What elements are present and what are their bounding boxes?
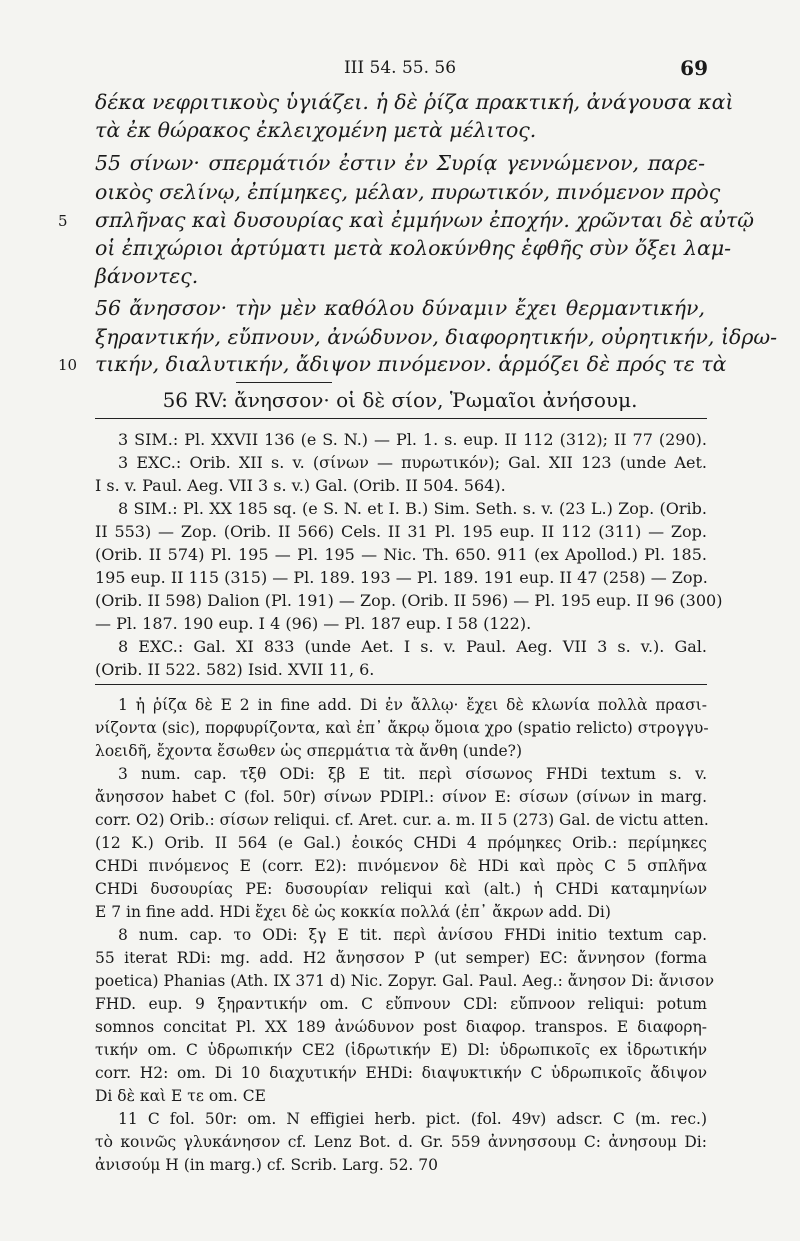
testimonia-line: 8 EXC.: Gal. XI 833 (unde Aet. I s. v. Paul. Aeg. VII 3 s. v.). Gal. — [118, 637, 707, 656]
apparatus-line: corr. O2) Orib.: σίσων reliqui. cf. Aret. cur. a. m. II 5 (273) Gal. de victu atten. — [95, 811, 709, 829]
testimonia-line: — Pl. 187. 190 eup. I 4 (96) — Pl. 187 eup. I 58 (122). — [95, 614, 532, 633]
apparatus-line: 1 ἡ ῥίζα δὲ E 2 in fine add. Di ἐν ἄλλῳ· ἔχει δὲ κλωνία πολλὰ πρασι- — [118, 696, 707, 714]
main-text-line: τὰ ἐκ θώρακος ἐκλειχομένη μετὰ μέλιτος. — [95, 118, 537, 142]
testimonia-line: 8 SIM.: Pl. XX 185 sq. (e S. N. et I. B.) Sim. Seth. s. v. (23 L.) Zop. (Orib. — [118, 499, 707, 518]
short-rule — [236, 382, 332, 383]
main-text-line: οικὸς σελίνῳ, ἐπίμηκες, μέλαν, πυρωτικόν, πινόμενον πρὸς — [95, 180, 721, 204]
rv-line: 56 RV: ἄνησσον· οἱ δὲ σίον, Ῥωμαῖοι ἀνήσουμ. — [162, 388, 638, 412]
apparatus-line: 8 num. cap. το ODi: ξγ E tit. περὶ ἀνίσου FHDi initio textum cap. — [118, 926, 707, 944]
apparatus-line: 55 iterat RDi: mg. add. H2 ἄνησσον P (ut semper) EC: ἄννησον (forma — [95, 949, 707, 967]
testimonia-line: 3 SIM.: Pl. XXVII 136 (e S. N.) — Pl. 1. s. eup. II 112 (312); II 77 (290). — [118, 430, 707, 449]
line-number: 10 — [58, 356, 78, 374]
separator-rule — [95, 418, 707, 419]
apparatus-line: ἀνισούμ H (in marg.) cf. Scrib. Larg. 52. 70 — [95, 1156, 439, 1174]
testimonia-line: I s. v. Paul. Aeg. VII 3 s. v.) Gal. (Orib. II 504. 564). — [95, 476, 506, 495]
apparatus-line: Di δὲ καὶ E τε om. CE — [95, 1087, 266, 1105]
main-text-line: τικήν, διαλυτικήν, ἄδιψον πινόμενον. ἁρμόζει δὲ πρός τε τὰ — [95, 352, 727, 376]
apparatus-line: FHD. eup. 9 ξηραντικήν om. C εὔπνουν CDl: εὔπνοον reliqui: potum — [95, 995, 707, 1013]
apparatus-line: ἄνησσον habet C (fol. 50r) σίνων PDIPl.: σίνον E: σίσων (σίνων in marg. — [95, 788, 707, 806]
separator-rule — [95, 684, 707, 685]
line-number: 5 — [58, 212, 68, 230]
main-text-line: ξηραντικήν, εὔπνουν, ἀνώδυνον, διαφορητικήν, οὐρητικήν, ἱδρω- — [95, 325, 778, 349]
testimonia-line: (Orib. II 574) Pl. 195 — Pl. 195 — Nic. Th. 650. 911 (ex Apollod.) Pl. 185. — [95, 545, 707, 564]
testimonia-line: II 553) — Zop. (Orib. II 566) Cels. II 31 Pl. 195 eup. II 112 (311) — Zop. — [95, 522, 707, 541]
apparatus-line: τικήν om. C ὑδρωπικήν CE2 (ἱδρωτικήν E) Dl: ὑδρωπικοῖς ex ἱδρωτικήν — [95, 1041, 707, 1059]
apparatus-line: poetica) Phanias (Ath. IX 371 d) Nic. Zopyr. Gal. Paul. Aeg.: ἄνησον Di: ἄνισον — [95, 972, 714, 990]
apparatus-line: λοειδῆ, ἔχοντα ἔσωθεν ὡς σπερμάτια τὰ ἄνθη (unde?) — [95, 742, 523, 760]
main-text-line: 56 ἄνησσον· τὴν μὲν καθόλου δύναμιν ἔχει θερμαντικήν, — [95, 296, 705, 320]
testimonia-line: (Orib. II 522. 582) Isid. XVII 11, 6. — [95, 660, 375, 679]
apparatus-line: (12 K.) Orib. II 564 (e Gal.) ἐοικός CHDi 4 πρόμηκες Orib.: περίμηκες — [95, 834, 707, 852]
apparatus-line: 3 num. cap. τξθ ODi: ξβ E tit. περὶ σίσωνος FHDi textum s. v. — [118, 765, 707, 783]
apparatus-line: CHDi πινόμενος E (corr. E2): πινόμενον δὲ HDi καὶ πρὸς C 5 σπλῆνα — [95, 857, 707, 875]
apparatus-line: E 7 in fine add. HDi ἔχει δὲ ὡς κοκκία πολλά (ἐπ᾽ ἄκρων add. Di) — [95, 903, 611, 921]
apparatus-line: CHDi δυσουρίας PE: δυσουρίαν reliqui καὶ (alt.) ἡ CHDi καταμηνίων — [95, 880, 707, 898]
apparatus-line: somnos concitat Pl. XX 189 ἀνώδυνον post διαφορ. transpos. E διαφορη- — [95, 1018, 707, 1036]
testimonia-line: 195 eup. II 115 (315) — Pl. 189. 193 — Pl. 189. 191 eup. II 47 (258) — Zop. — [95, 568, 708, 587]
main-text-line: 55 σίνων· σπερμάτιόν ἐστιν ἐν Συρίᾳ γεννώμενον, παρε- — [95, 151, 705, 175]
apparatus-line: τὸ κοινῶς γλυκάνησον cf. Lenz Bot. d. Gr. 559 ἀννησσουμ C: ἀνησουμ Di: — [95, 1133, 707, 1151]
testimonia-line: (Orib. II 598) Dalion (Pl. 191) — Zop. (Orib. II 596) — Pl. 195 eup. II 96 (300) — [95, 591, 723, 610]
testimonia-line: 3 EXC.: Orib. XII s. v. (σίνων — πυρωτικόν); Gal. XII 123 (unde Aet. — [118, 453, 707, 472]
apparatus-line: corr. H2: om. Di 10 διαχυτικήν EHDi: διαψυκτικήν C ὑδρωπικοῖς ἄδιψον — [95, 1064, 707, 1082]
running-header: III 54. 55. 56 — [343, 58, 457, 78]
apparatus-line: 11 C fol. 50r: om. N effigiei herb. pict. (fol. 49v) adscr. C (m. rec.) — [118, 1110, 707, 1128]
page-number: 69 — [680, 56, 708, 80]
apparatus-line: νίζοντα (sic), πορφυρίζοντα, καὶ ἐπ᾽ ἄκρῳ ὅμοια χρο (spatio relicto) στρογγυ- — [95, 719, 709, 737]
main-text-line: βάνοντες. — [95, 264, 199, 288]
main-text-line: δέκα νεφριτικοὺς ὑγιάζει. ἡ δὲ ῥίζα πρακτική, ἀνάγουσα καὶ — [95, 90, 734, 114]
main-text-line: οἱ ἐπιχώριοι ἀρτύματι μετὰ κολοκύνθης ἑφθῆς σὺν ὄξει λαμ- — [95, 236, 732, 260]
main-text-line: σπλῆνας καὶ δυσουρίας καὶ ἐμμήνων ἐποχήν. χρῶνται δὲ αὐτῷ — [95, 208, 754, 232]
